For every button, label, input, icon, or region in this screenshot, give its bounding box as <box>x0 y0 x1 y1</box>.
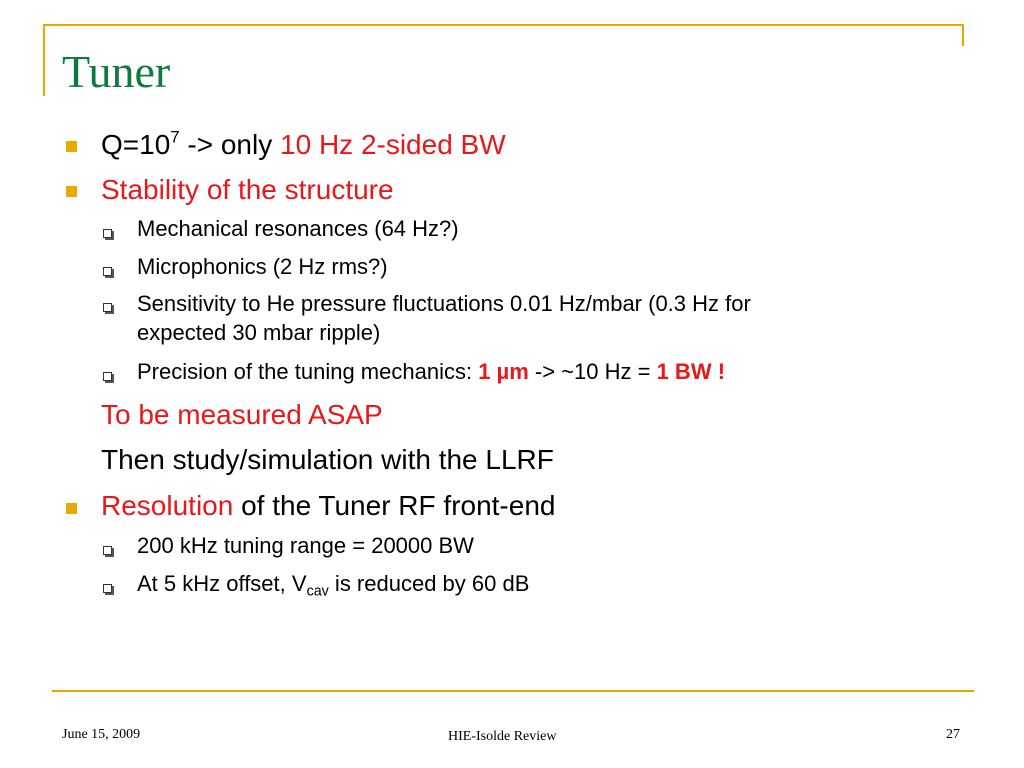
offset-subscript: cav <box>306 583 329 600</box>
offset-prefix: At 5 kHz offset, V <box>137 571 307 596</box>
hollow-square-bullet-icon <box>103 584 112 593</box>
q-exponent: 7 <box>170 127 180 147</box>
q-middle: -> only <box>179 129 281 160</box>
hollow-square-bullet-icon <box>103 267 112 276</box>
bullet-stability: Stability of the structure <box>101 174 394 205</box>
hollow-square-bullet-icon <box>103 229 112 238</box>
footer-event: HIE-Isolde Review <box>448 729 557 744</box>
subitem-microphonics: Microphonics (2 Hz rms?) <box>137 254 388 279</box>
hollow-square-bullet-icon <box>103 546 112 555</box>
resolution-rest: of the Tuner RF front-end <box>233 490 556 521</box>
q-bandwidth-highlight: 10 Hz 2-sided BW <box>280 129 506 160</box>
subitem-offset-reduction <box>137 570 529 598</box>
gold-square-bullet-icon <box>66 503 77 514</box>
note-measure-asap: To be measured ASAP <box>101 399 383 430</box>
subitem-tuning-range: 200 kHz tuning range = 20000 BW <box>137 533 474 558</box>
gold-square-bullet-icon <box>66 141 77 152</box>
subitem-he-pressure-line2: expected 30 mbar ripple) <box>137 320 381 345</box>
resolution-highlight: Resolution <box>101 490 234 521</box>
subitem-he-pressure-line1: Sensitivity to He pressure fluctuations 0.01 Hz/mbar (0.3 Hz for <box>137 291 751 316</box>
offset-suffix: is reduced by 60 dB <box>328 571 530 596</box>
footer-page-number: 27 <box>946 727 960 742</box>
gold-square-bullet-icon <box>66 186 77 197</box>
bullet-resolution <box>101 489 555 523</box>
precision-prefix: Precision of the tuning mechanics: <box>137 359 479 384</box>
hollow-square-bullet-icon <box>103 372 112 381</box>
note-llrf-study: Then study/simulation with the LLRF <box>101 444 554 475</box>
precision-result: 1 BW ! <box>656 359 726 384</box>
footer-date: June 15, 2009 <box>62 727 141 742</box>
slide-title: Tuner <box>62 46 171 97</box>
hollow-square-bullet-icon <box>103 303 112 312</box>
q-prefix: Q=10 <box>101 129 171 160</box>
bullet-q-factor <box>101 128 506 162</box>
precision-value: 1 µm <box>478 359 529 384</box>
precision-middle: -> ~10 Hz = <box>528 359 657 384</box>
subitem-mechanical-resonances: Mechanical resonances (64 Hz?) <box>137 216 459 241</box>
subitem-tuning-precision <box>137 358 725 386</box>
